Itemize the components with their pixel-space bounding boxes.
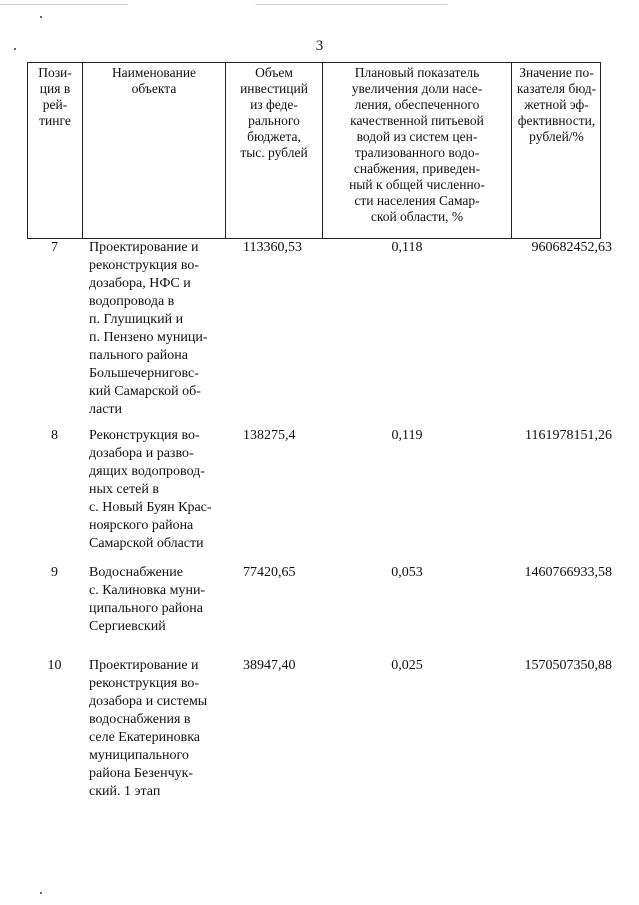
row-position: 7 [51, 240, 58, 255]
header-planned-indicator: Плановый показатель увеличения доли насе- ления, обеспеченного качественной питьевой водой из систем цен- трализованного водо- снабжения, приведен- ный к общей численно- сти населения Самар- ской области, % [323, 63, 512, 238]
row-object-name: Проектирование и реконструкция во- дозабора и системы водоснабжения в селе Екатериновка муниципального района Безенчук- ский. 1 этап [89, 658, 208, 799]
row-share: 0,118 [391, 240, 423, 255]
row-share: 0,025 [391, 658, 423, 673]
row-efficiency: 1161978151,26 [525, 428, 612, 443]
table-header [27, 62, 601, 239]
row-investment: 138275,4 [243, 428, 296, 443]
row-object-name: Проектирование и реконструкция во- дозабора, НФС и водопровода в п. Глушицкий и п. Пензено муници- пального района Большечерниговс- кий Самарской об- ласти [89, 240, 208, 417]
header-budget-efficiency: Значение по- казателя бюд- жетной эф- фективности, рублей/% [516, 65, 597, 144]
row-efficiency: 1570507350,88 [524, 658, 612, 673]
header-object-name: Наименование объекта [83, 63, 226, 238]
header-position: Пози- ция в рей- тинге [28, 63, 83, 238]
row-object-name: Водоснабжение с. Калиновка муни- ципального района Сергиевский [89, 565, 206, 634]
row-position: 10 [47, 658, 62, 673]
row-investment: 38947,40 [243, 658, 296, 673]
row-share: 0,053 [391, 565, 423, 580]
row-efficiency: 960682452,63 [531, 240, 612, 255]
row-position: 8 [51, 428, 58, 443]
scan-speck [40, 16, 42, 18]
row-position: 9 [51, 565, 58, 580]
row-investment: 77420,65 [243, 565, 296, 580]
header-investment: Объем инвестиций из феде- рального бюджета, тыс. рублей [226, 63, 323, 238]
row-object-name: Реконструкция во- дозабора и разво- дящих водопровод- ных сетей в с. Новый Буян Крас- ноярского района Самарской области [89, 428, 212, 551]
scan-top-edge [0, 4, 639, 5]
page-number: 3 [315, 38, 324, 54]
scan-speck [40, 892, 42, 894]
row-efficiency: 1460766933,58 [524, 565, 612, 580]
row-share: 0,119 [391, 428, 423, 443]
row-investment: 113360,53 [243, 240, 302, 255]
